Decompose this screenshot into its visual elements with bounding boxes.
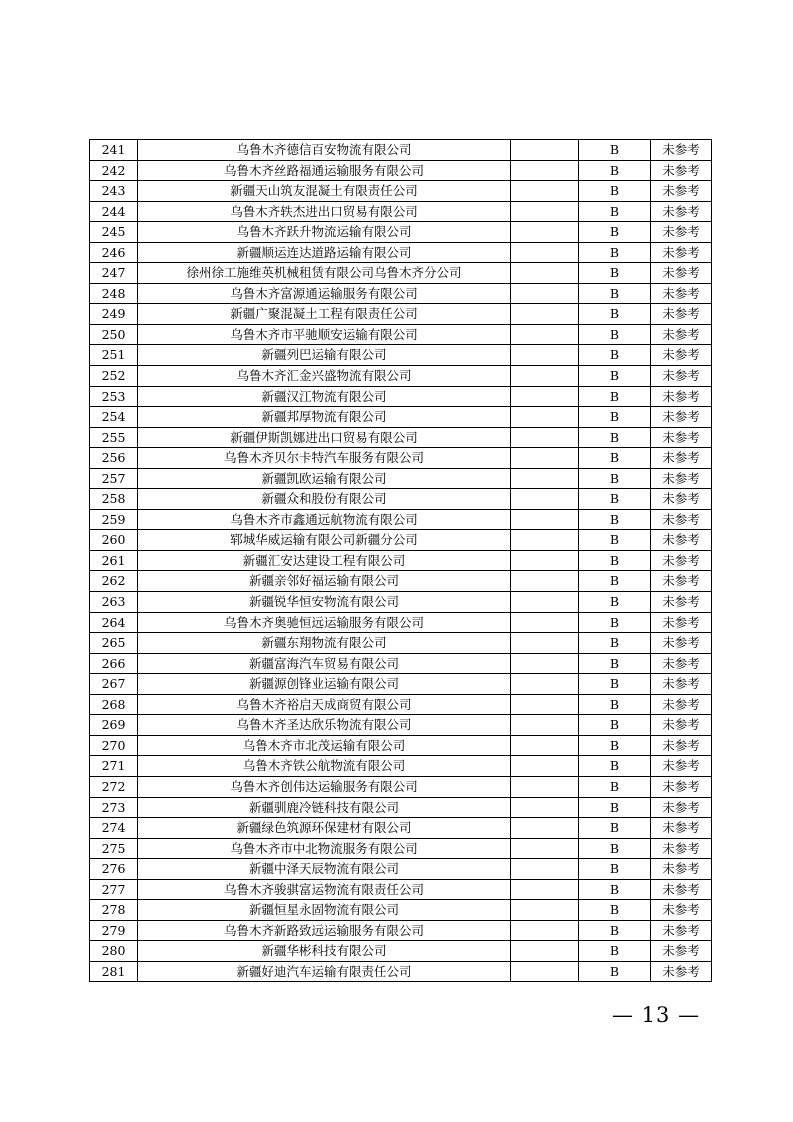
- blank-cell: [511, 201, 579, 222]
- company-rating-table: [89, 139, 712, 982]
- row-number-cell: 263: [90, 592, 138, 613]
- row-number-cell: 268: [90, 694, 138, 715]
- status-cell: 未参考: [651, 900, 712, 921]
- row-number-cell: 251: [90, 345, 138, 366]
- status-cell: 未参考: [651, 920, 712, 941]
- blank-cell: [511, 283, 579, 304]
- row-number-cell: 261: [90, 550, 138, 571]
- blank-cell: [511, 181, 579, 202]
- table-row: [90, 509, 712, 530]
- grade-cell: B: [579, 407, 651, 428]
- grade-cell: B: [579, 386, 651, 407]
- table-row: [90, 920, 712, 941]
- row-number-cell: 248: [90, 283, 138, 304]
- status-cell: 未参考: [651, 674, 712, 695]
- grade-cell: B: [579, 633, 651, 654]
- table-row: [90, 222, 712, 243]
- table-row: [90, 941, 712, 962]
- company-name-cell: 新疆邦厚物流有限公司: [138, 407, 511, 428]
- blank-cell: [511, 468, 579, 489]
- blank-cell: [511, 427, 579, 448]
- table-row: [90, 283, 712, 304]
- blank-cell: [511, 674, 579, 695]
- row-number-cell: 242: [90, 160, 138, 181]
- row-number-cell: 278: [90, 900, 138, 921]
- blank-cell: [511, 263, 579, 284]
- row-number-cell: 246: [90, 242, 138, 263]
- table-row: [90, 694, 712, 715]
- table-row: [90, 735, 712, 756]
- company-name-cell: 新疆汇安达建设工程有限公司: [138, 550, 511, 571]
- grade-cell: B: [579, 797, 651, 818]
- table-row: [90, 160, 712, 181]
- blank-cell: [511, 941, 579, 962]
- company-name-cell: 新疆汉江物流有限公司: [138, 386, 511, 407]
- row-number-cell: 269: [90, 715, 138, 736]
- table-row: [90, 407, 712, 428]
- grade-cell: B: [579, 489, 651, 510]
- table-row: [90, 674, 712, 695]
- row-number-cell: 259: [90, 509, 138, 530]
- company-name-cell: 新疆众和股份有限公司: [138, 489, 511, 510]
- grade-cell: B: [579, 550, 651, 571]
- grade-cell: B: [579, 468, 651, 489]
- status-cell: 未参考: [651, 489, 712, 510]
- status-cell: 未参考: [651, 776, 712, 797]
- grade-cell: B: [579, 900, 651, 921]
- company-name-cell: 乌鲁木齐跃升物流运输有限公司: [138, 222, 511, 243]
- company-name-cell: 新疆绿色筑源环保建材有限公司: [138, 818, 511, 839]
- status-cell: 未参考: [651, 941, 712, 962]
- company-name-cell: 新疆天山筑友混凝土有限责任公司: [138, 181, 511, 202]
- row-number-cell: 272: [90, 776, 138, 797]
- blank-cell: [511, 735, 579, 756]
- company-name-cell: 新疆伊斯凯娜进出口贸易有限公司: [138, 427, 511, 448]
- company-name-cell: 新疆中泽天辰物流有限公司: [138, 859, 511, 880]
- blank-cell: [511, 550, 579, 571]
- company-name-cell: 乌鲁木齐德信百安物流有限公司: [138, 140, 511, 161]
- row-number-cell: 244: [90, 201, 138, 222]
- blank-cell: [511, 592, 579, 613]
- blank-cell: [511, 756, 579, 777]
- blank-cell: [511, 448, 579, 469]
- table-row: [90, 448, 712, 469]
- row-number-cell: 275: [90, 838, 138, 859]
- row-number-cell: 271: [90, 756, 138, 777]
- table-row: [90, 612, 712, 633]
- status-cell: 未参考: [651, 201, 712, 222]
- status-cell: 未参考: [651, 653, 712, 674]
- table-row: [90, 304, 712, 325]
- blank-cell: [511, 324, 579, 345]
- table-row: [90, 776, 712, 797]
- grade-cell: B: [579, 345, 651, 366]
- table-row: [90, 489, 712, 510]
- blank-cell: [511, 489, 579, 510]
- grade-cell: B: [579, 859, 651, 880]
- grade-cell: B: [579, 735, 651, 756]
- grade-cell: B: [579, 140, 651, 161]
- blank-cell: [511, 879, 579, 900]
- grade-cell: B: [579, 674, 651, 695]
- blank-cell: [511, 838, 579, 859]
- table-row: [90, 181, 712, 202]
- company-name-cell: 新疆富海汽车贸易有限公司: [138, 653, 511, 674]
- grade-cell: B: [579, 181, 651, 202]
- row-number-cell: 280: [90, 941, 138, 962]
- row-number-cell: 277: [90, 879, 138, 900]
- table-row: [90, 468, 712, 489]
- company-name-cell: 乌鲁木齐丝路福通运输服务有限公司: [138, 160, 511, 181]
- status-cell: 未参考: [651, 530, 712, 551]
- grade-cell: B: [579, 201, 651, 222]
- row-number-cell: 257: [90, 468, 138, 489]
- blank-cell: [511, 407, 579, 428]
- company-name-cell: 乌鲁木齐市中北物流服务有限公司: [138, 838, 511, 859]
- blank-cell: [511, 653, 579, 674]
- table-body: [90, 140, 712, 982]
- blank-cell: [511, 612, 579, 633]
- company-name-cell: 乌鲁木齐市鑫通远航物流有限公司: [138, 509, 511, 530]
- table-row: [90, 592, 712, 613]
- row-number-cell: 281: [90, 961, 138, 982]
- company-name-cell: 乌鲁木齐富源通运输服务有限公司: [138, 283, 511, 304]
- company-name-cell: 新疆列巴运输有限公司: [138, 345, 511, 366]
- company-name-cell: 新疆源创锋业运输有限公司: [138, 674, 511, 695]
- row-number-cell: 274: [90, 818, 138, 839]
- status-cell: 未参考: [651, 345, 712, 366]
- status-cell: 未参考: [651, 818, 712, 839]
- company-name-cell: 乌鲁木齐市平驰顺安运输有限公司: [138, 324, 511, 345]
- status-cell: 未参考: [651, 140, 712, 161]
- status-cell: 未参考: [651, 181, 712, 202]
- grade-cell: B: [579, 571, 651, 592]
- row-number-cell: 247: [90, 263, 138, 284]
- grade-cell: B: [579, 242, 651, 263]
- blank-cell: [511, 633, 579, 654]
- row-number-cell: 279: [90, 920, 138, 941]
- status-cell: 未参考: [651, 633, 712, 654]
- company-name-cell: 郓城华威运输有限公司新疆分公司: [138, 530, 511, 551]
- grade-cell: B: [579, 160, 651, 181]
- table-row: [90, 324, 712, 345]
- status-cell: 未参考: [651, 509, 712, 530]
- grade-cell: B: [579, 776, 651, 797]
- row-number-cell: 260: [90, 530, 138, 551]
- row-number-cell: 241: [90, 140, 138, 161]
- grade-cell: B: [579, 879, 651, 900]
- status-cell: 未参考: [651, 859, 712, 880]
- table-row: [90, 961, 712, 982]
- grade-cell: B: [579, 694, 651, 715]
- row-number-cell: 250: [90, 324, 138, 345]
- page-number: — 13 —: [612, 1003, 701, 1027]
- company-name-cell: 新疆锐华恒安物流有限公司: [138, 592, 511, 613]
- company-name-cell: 新疆好迪汽车运输有限责任公司: [138, 961, 511, 982]
- row-number-cell: 256: [90, 448, 138, 469]
- status-cell: 未参考: [651, 242, 712, 263]
- company-name-cell: 乌鲁木齐裕启天成商贸有限公司: [138, 694, 511, 715]
- status-cell: 未参考: [651, 694, 712, 715]
- blank-cell: [511, 366, 579, 387]
- blank-cell: [511, 694, 579, 715]
- row-number-cell: 265: [90, 633, 138, 654]
- blank-cell: [511, 900, 579, 921]
- blank-cell: [511, 140, 579, 161]
- status-cell: 未参考: [651, 263, 712, 284]
- grade-cell: B: [579, 592, 651, 613]
- grade-cell: B: [579, 509, 651, 530]
- grade-cell: B: [579, 653, 651, 674]
- grade-cell: B: [579, 612, 651, 633]
- blank-cell: [511, 571, 579, 592]
- blank-cell: [511, 509, 579, 530]
- row-number-cell: 253: [90, 386, 138, 407]
- row-number-cell: 249: [90, 304, 138, 325]
- status-cell: 未参考: [651, 961, 712, 982]
- grade-cell: B: [579, 530, 651, 551]
- status-cell: 未参考: [651, 571, 712, 592]
- blank-cell: [511, 859, 579, 880]
- status-cell: 未参考: [651, 386, 712, 407]
- grade-cell: B: [579, 427, 651, 448]
- table-row: [90, 879, 712, 900]
- table-row: [90, 818, 712, 839]
- grade-cell: B: [579, 222, 651, 243]
- grade-cell: B: [579, 366, 651, 387]
- company-name-cell: 乌鲁木齐奥驰恒远运输服务有限公司: [138, 612, 511, 633]
- grade-cell: B: [579, 283, 651, 304]
- status-cell: 未参考: [651, 735, 712, 756]
- row-number-cell: 266: [90, 653, 138, 674]
- table-row: [90, 366, 712, 387]
- blank-cell: [511, 797, 579, 818]
- grade-cell: B: [579, 263, 651, 284]
- status-cell: 未参考: [651, 304, 712, 325]
- blank-cell: [511, 961, 579, 982]
- table-row: [90, 530, 712, 551]
- table-row: [90, 797, 712, 818]
- table-row: [90, 201, 712, 222]
- company-name-cell: 新疆亲邻好福运输有限公司: [138, 571, 511, 592]
- company-name-cell: 乌鲁木齐圣达欣乐物流有限公司: [138, 715, 511, 736]
- grade-cell: B: [579, 941, 651, 962]
- company-name-cell: 新疆凯欧运输有限公司: [138, 468, 511, 489]
- grade-cell: B: [579, 715, 651, 736]
- company-name-cell: 新疆广聚混凝土工程有限责任公司: [138, 304, 511, 325]
- company-name-cell: 新疆驯鹿冷链科技有限公司: [138, 797, 511, 818]
- status-cell: 未参考: [651, 592, 712, 613]
- row-number-cell: 267: [90, 674, 138, 695]
- status-cell: 未参考: [651, 797, 712, 818]
- status-cell: 未参考: [651, 427, 712, 448]
- grade-cell: B: [579, 818, 651, 839]
- grade-cell: B: [579, 920, 651, 941]
- blank-cell: [511, 242, 579, 263]
- row-number-cell: 262: [90, 571, 138, 592]
- status-cell: 未参考: [651, 468, 712, 489]
- row-number-cell: 252: [90, 366, 138, 387]
- table-row: [90, 859, 712, 880]
- company-name-cell: 乌鲁木齐汇金兴盛物流有限公司: [138, 366, 511, 387]
- company-name-cell: 乌鲁木齐轶杰进出口贸易有限公司: [138, 201, 511, 222]
- row-number-cell: 264: [90, 612, 138, 633]
- status-cell: 未参考: [651, 448, 712, 469]
- company-name-cell: 新疆东翔物流有限公司: [138, 633, 511, 654]
- status-cell: 未参考: [651, 283, 712, 304]
- grade-cell: B: [579, 756, 651, 777]
- table-row: [90, 653, 712, 674]
- company-name-cell: 新疆恒星永固物流有限公司: [138, 900, 511, 921]
- table-row: [90, 386, 712, 407]
- grade-cell: B: [579, 324, 651, 345]
- row-number-cell: 255: [90, 427, 138, 448]
- row-number-cell: 243: [90, 181, 138, 202]
- company-name-cell: 徐州徐工施维英机械租赁有限公司乌鲁木齐分公司: [138, 263, 511, 284]
- table-row: [90, 633, 712, 654]
- company-name-cell: 新疆华彬科技有限公司: [138, 941, 511, 962]
- status-cell: 未参考: [651, 612, 712, 633]
- blank-cell: [511, 530, 579, 551]
- grade-cell: B: [579, 448, 651, 469]
- table-row: [90, 900, 712, 921]
- status-cell: 未参考: [651, 160, 712, 181]
- company-name-cell: 乌鲁木齐骏骐富运物流有限责任公司: [138, 879, 511, 900]
- blank-cell: [511, 386, 579, 407]
- status-cell: 未参考: [651, 222, 712, 243]
- blank-cell: [511, 160, 579, 181]
- table-row: [90, 345, 712, 366]
- company-name-cell: 乌鲁木齐新路致远运输服务有限公司: [138, 920, 511, 941]
- row-number-cell: 258: [90, 489, 138, 510]
- blank-cell: [511, 715, 579, 736]
- blank-cell: [511, 920, 579, 941]
- status-cell: 未参考: [651, 550, 712, 571]
- company-name-cell: 新疆顺运连达道路运输有限公司: [138, 242, 511, 263]
- blank-cell: [511, 818, 579, 839]
- blank-cell: [511, 345, 579, 366]
- table-row: [90, 571, 712, 592]
- status-cell: 未参考: [651, 756, 712, 777]
- table-row: [90, 715, 712, 736]
- status-cell: 未参考: [651, 324, 712, 345]
- blank-cell: [511, 776, 579, 797]
- row-number-cell: 245: [90, 222, 138, 243]
- row-number-cell: 273: [90, 797, 138, 818]
- grade-cell: B: [579, 304, 651, 325]
- row-number-cell: 276: [90, 859, 138, 880]
- company-name-cell: 乌鲁木齐创伟达运输服务有限公司: [138, 776, 511, 797]
- company-name-cell: 乌鲁木齐市北茂运输有限公司: [138, 735, 511, 756]
- company-name-cell: 乌鲁木齐贝尔卡特汽车服务有限公司: [138, 448, 511, 469]
- table-row: [90, 263, 712, 284]
- row-number-cell: 254: [90, 407, 138, 428]
- table-row: [90, 550, 712, 571]
- table-row: [90, 140, 712, 161]
- grade-cell: B: [579, 961, 651, 982]
- company-name-cell: 乌鲁木齐铁公航物流有限公司: [138, 756, 511, 777]
- row-number-cell: 270: [90, 735, 138, 756]
- table-row: [90, 756, 712, 777]
- grade-cell: B: [579, 838, 651, 859]
- status-cell: 未参考: [651, 879, 712, 900]
- status-cell: 未参考: [651, 838, 712, 859]
- status-cell: 未参考: [651, 407, 712, 428]
- table-row: [90, 427, 712, 448]
- blank-cell: [511, 222, 579, 243]
- table-row: [90, 242, 712, 263]
- blank-cell: [511, 304, 579, 325]
- status-cell: 未参考: [651, 715, 712, 736]
- status-cell: 未参考: [651, 366, 712, 387]
- table-row: [90, 838, 712, 859]
